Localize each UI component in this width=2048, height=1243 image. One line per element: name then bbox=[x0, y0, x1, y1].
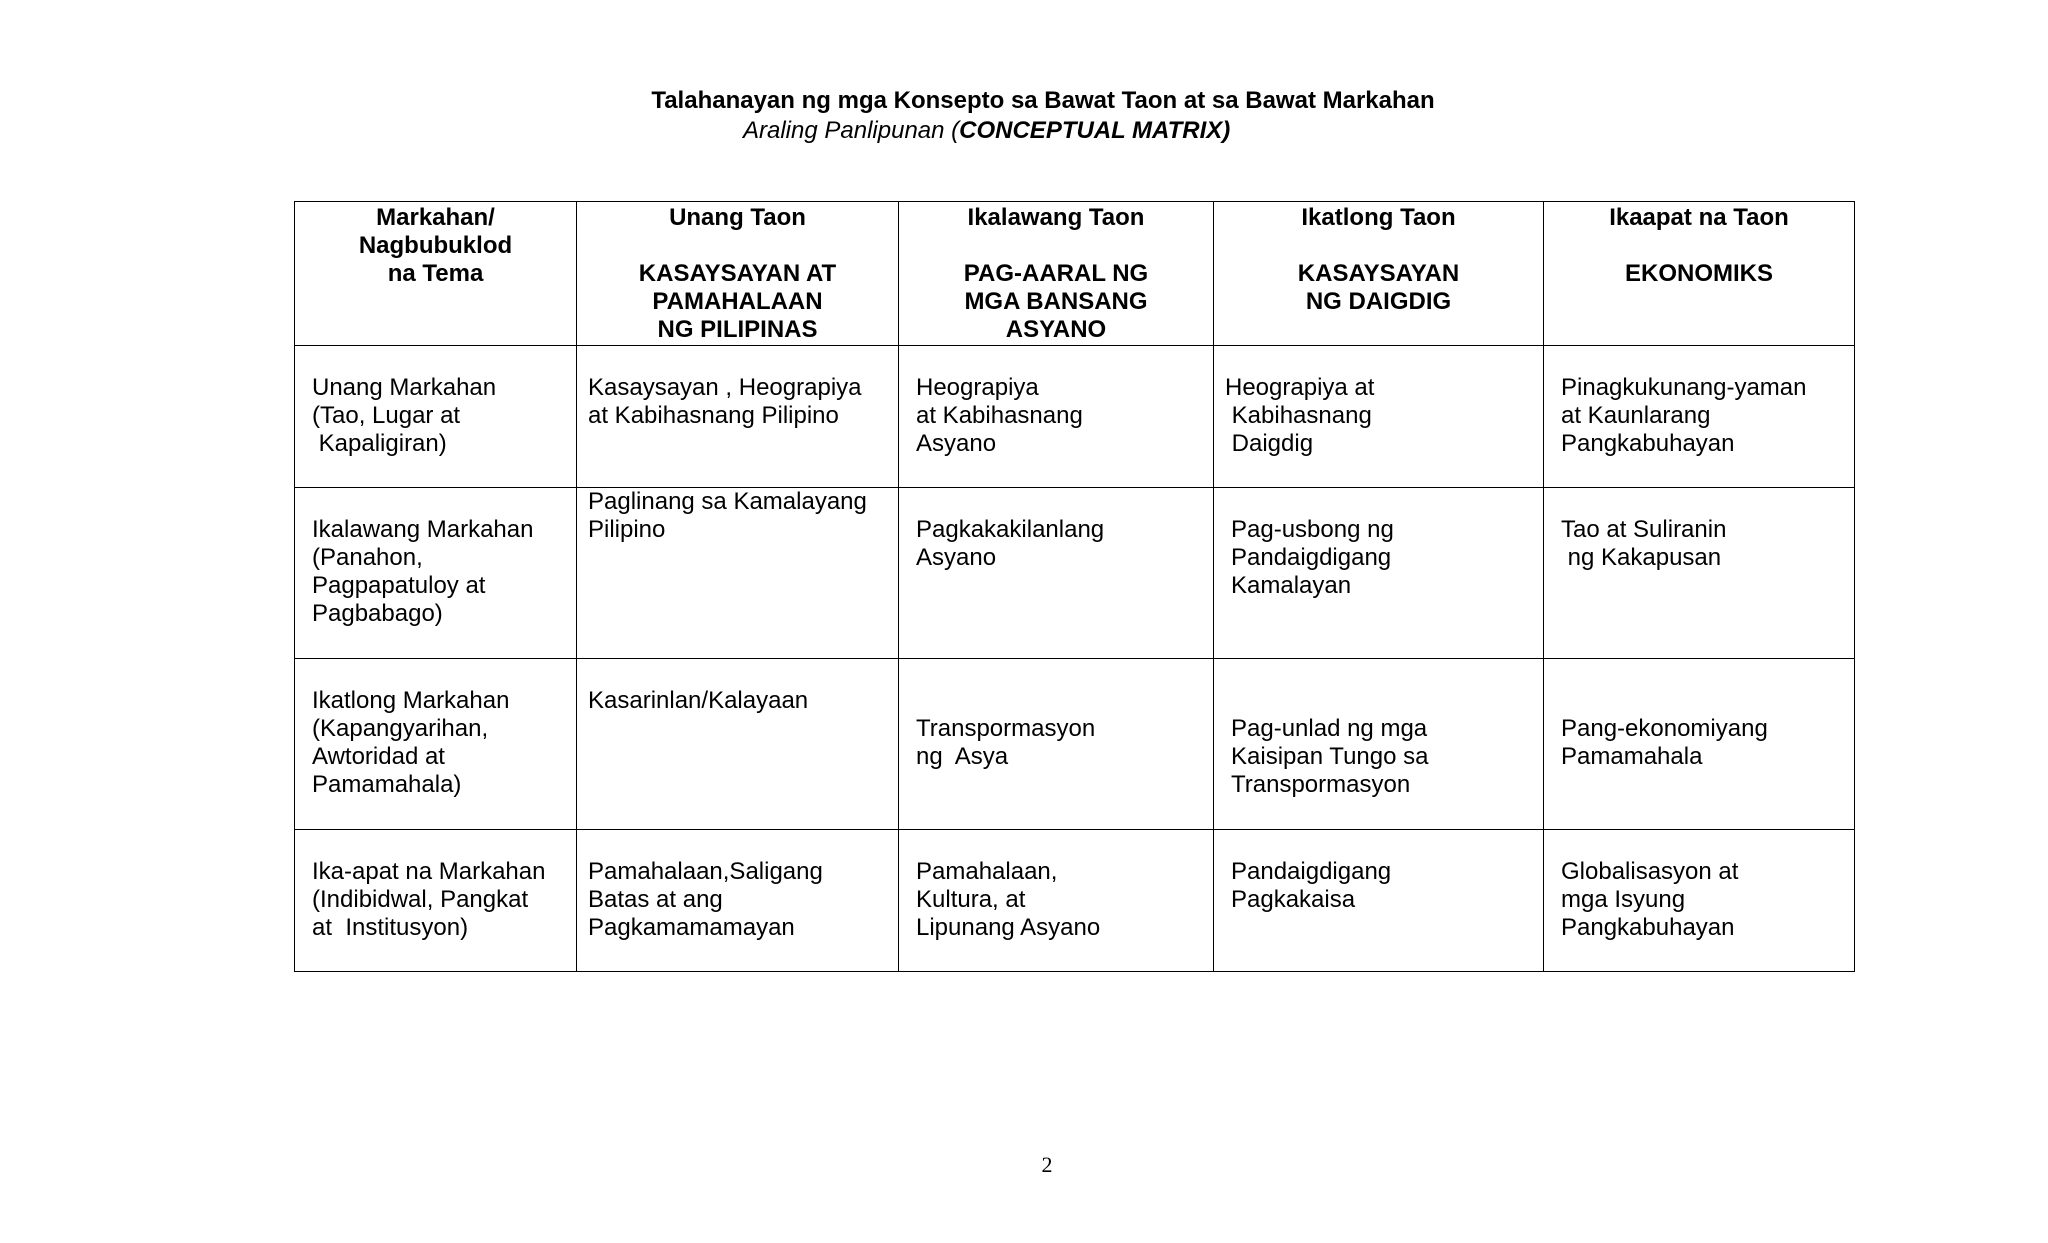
subtitle-bold: CONCEPTUAL MATRIX) bbox=[959, 117, 1231, 144]
table-cell bbox=[899, 659, 1214, 830]
table-cell bbox=[577, 346, 899, 488]
header-line: Ikalawang Taon bbox=[967, 204, 1145, 231]
cell-text: Ikalawang Markahan (Panahon, Pagpapatuloy at Pagbabago) bbox=[312, 516, 534, 627]
header-subject-line: ASYANO bbox=[1005, 316, 1107, 343]
header-cell-year-2 bbox=[899, 202, 1214, 346]
cell-text: Unang Markahan (Tao, Lugar at Kapaligiran) bbox=[312, 374, 497, 457]
header-subject-line: KASAYSAYAN bbox=[1297, 260, 1460, 287]
table-row bbox=[295, 659, 1855, 830]
table-cell bbox=[899, 830, 1214, 972]
cell-text: Ikatlong Markahan (Kapangyarihan, Awtoridad at Pamamahala) bbox=[312, 687, 510, 798]
table-row bbox=[295, 830, 1855, 972]
cell-text: Paglinang sa Kamalayang Pilipino bbox=[588, 488, 867, 543]
cell-text: Heograpiya at Kabihasnang Asyano bbox=[916, 374, 1083, 457]
document-title: Talahanayan ng mga Konsepto sa Bawat Taon at sa Bawat Markahan bbox=[651, 87, 1435, 114]
header-subject-line: PAMAHALAAN bbox=[652, 288, 823, 315]
header-line: Unang Taon bbox=[669, 204, 806, 231]
cell-text: Pandaigdigang Pagkakaisa bbox=[1231, 858, 1392, 913]
cell-text: Pag-unlad ng mga Kaisipan Tungo sa Transpormasyon bbox=[1231, 715, 1429, 798]
cell-text: Pinagkukunang-yaman at Kaunlarang Pangkabuhayan bbox=[1561, 374, 1807, 457]
cell-text: Tao at Suliranin ng Kakapusan bbox=[1561, 516, 1727, 571]
header-subject-line: KASAYSAYAN AT bbox=[638, 260, 837, 287]
document-subtitle bbox=[743, 116, 1230, 146]
header-cell-year-4 bbox=[1544, 202, 1855, 346]
page-number: 2 bbox=[1041, 1152, 1053, 1177]
header-line: na Tema bbox=[387, 260, 484, 287]
cell-text: Pamahalaan, Kultura, at Lipunang Asyano bbox=[916, 858, 1101, 941]
table-cell bbox=[1544, 346, 1855, 488]
table-row bbox=[295, 488, 1855, 659]
table-cell bbox=[1544, 488, 1855, 659]
cell-text: Pagkakakilanlang Asyano bbox=[916, 516, 1105, 571]
header-cell-year-3 bbox=[1214, 202, 1544, 346]
table-cell bbox=[295, 830, 577, 972]
header-subject-line: MGA BANSANG bbox=[964, 288, 1148, 315]
cell-text: Ika-apat na Markahan (Indibidwal, Pangkat at Institusyon) bbox=[312, 858, 546, 941]
cell-text: Globalisasyon at mga Isyung Pangkabuhayan bbox=[1561, 858, 1739, 941]
table-cell bbox=[1214, 830, 1544, 972]
table-cell bbox=[1214, 346, 1544, 488]
cell-text: Pag-usbong ng Pandaigdigang Kamalayan bbox=[1231, 516, 1394, 599]
table-cell bbox=[1544, 830, 1855, 972]
table-header-row bbox=[295, 202, 1855, 346]
cell-text: Pang-ekonomiyang Pamamahala bbox=[1561, 715, 1768, 770]
table-cell bbox=[577, 830, 899, 972]
header-cell-year-1 bbox=[577, 202, 899, 346]
table-cell bbox=[577, 659, 899, 830]
header-line: Nagbubuklod bbox=[358, 232, 513, 259]
header-line: Ikatlong Taon bbox=[1301, 204, 1456, 231]
header-line: Markahan/ bbox=[376, 204, 495, 231]
header-subject-line: NG DAIGDIG bbox=[1305, 288, 1452, 315]
conceptual-matrix-table bbox=[294, 201, 1855, 972]
table-cell bbox=[899, 346, 1214, 488]
table-cell bbox=[577, 488, 899, 659]
cell-text: Heograpiya at Kabihasnang Daigdig bbox=[1225, 374, 1375, 457]
cell-text: Kasaysayan , Heograpiya at Kabihasnang Pilipino bbox=[588, 374, 862, 429]
cell-text: Transpormasyon ng Asya bbox=[916, 715, 1096, 770]
header-subject-line: NG PILIPINAS bbox=[657, 316, 818, 343]
table-cell bbox=[295, 659, 577, 830]
table-cell bbox=[1214, 488, 1544, 659]
table-cell bbox=[1544, 659, 1855, 830]
subtitle-prefix: Araling Panlipunan ( bbox=[743, 117, 960, 144]
table-cell bbox=[295, 488, 577, 659]
header-cell-theme bbox=[295, 202, 577, 346]
cell-text: Kasarinlan/Kalayaan bbox=[588, 687, 809, 714]
cell-text: Pamahalaan,Saligang Batas at ang Pagkamamamayan bbox=[588, 858, 823, 941]
table-row bbox=[295, 346, 1855, 488]
table-cell bbox=[295, 346, 577, 488]
header-subject-line: PAG-AARAL NG bbox=[963, 260, 1149, 287]
header-subject-line: EKONOMIKS bbox=[1624, 260, 1773, 287]
header-line: Ikaapat na Taon bbox=[1609, 204, 1789, 231]
table-cell bbox=[899, 488, 1214, 659]
table-cell bbox=[1214, 659, 1544, 830]
